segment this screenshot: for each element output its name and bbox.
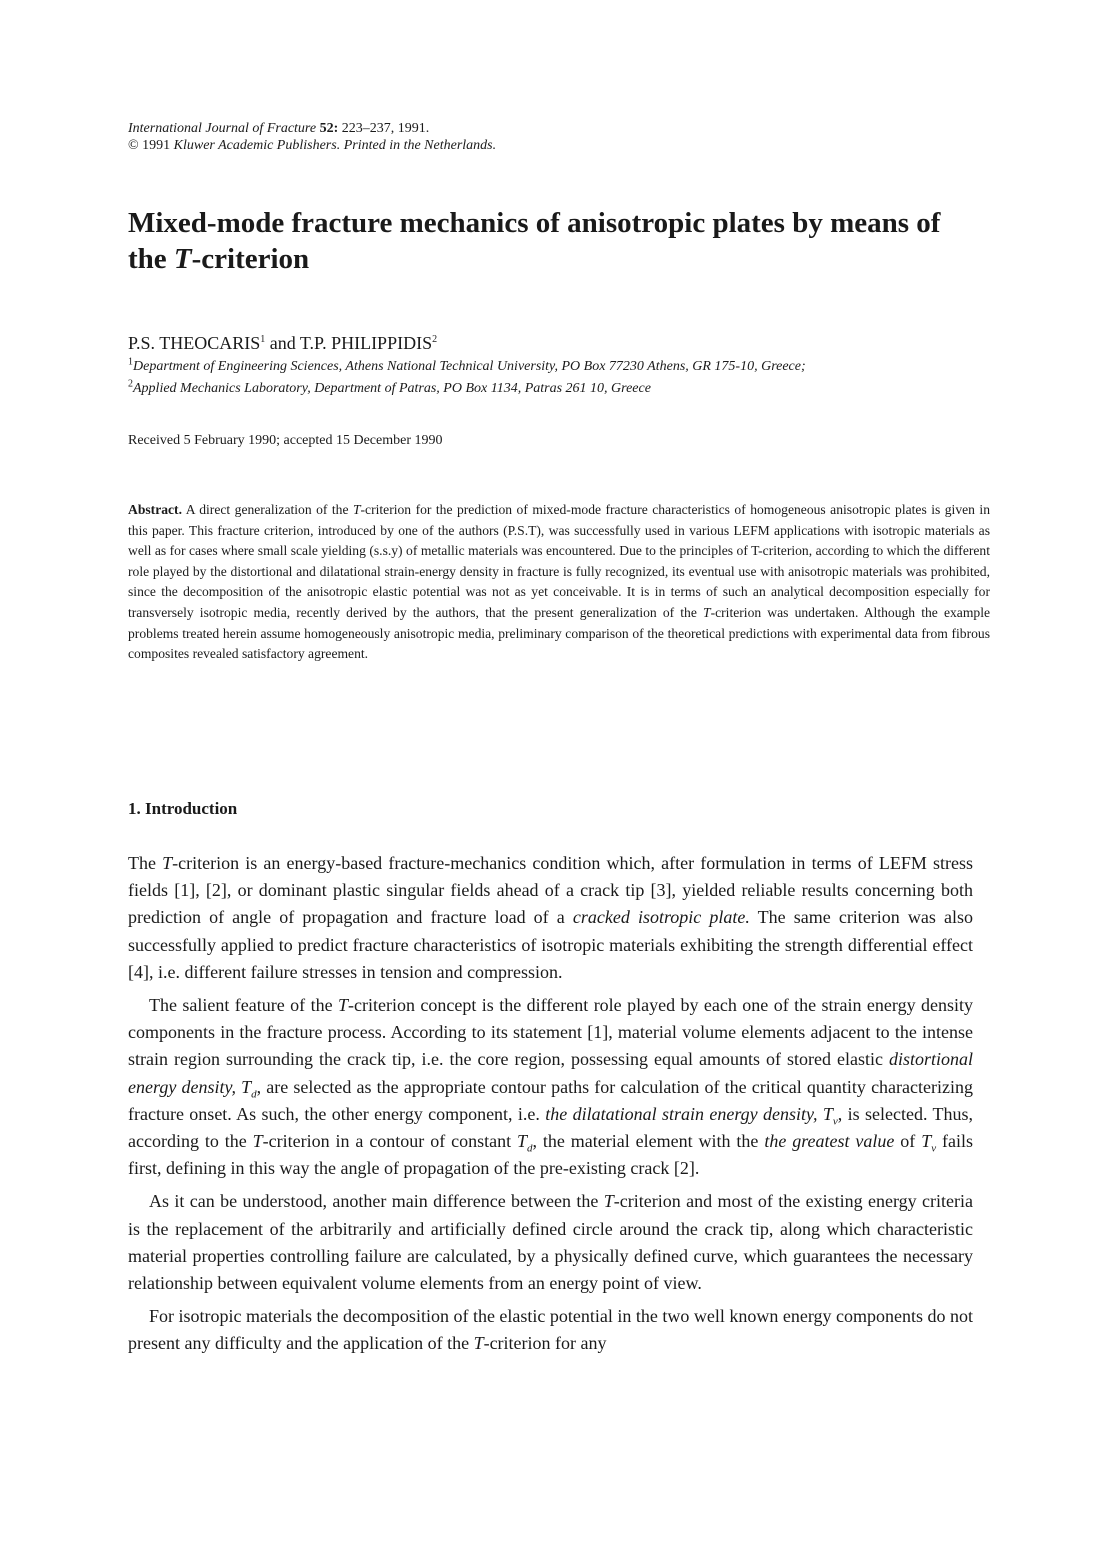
subscript-v: v: [931, 1142, 937, 1155]
t-symbol: T: [162, 853, 173, 873]
journal-copyright: [128, 137, 988, 154]
text-run: -criterion for any: [483, 1333, 607, 1354]
text-run: , is selected. Thus, according to the: [128, 1103, 973, 1152]
received-dates: Received 5 February 1990; accepted 15 December 1990: [128, 433, 443, 448]
text-run: The same criterion was also successfully applied to predict fracture characteristics of isotropic materials exhibiting the strength differential effect [4], i.e. different failure stresses in tension and compression.: [128, 907, 973, 982]
text-run: As it can be understood, another main difference between the: [149, 1191, 604, 1212]
paper-title: [128, 205, 1008, 277]
section-heading-introduction: 1. Introduction: [128, 799, 238, 818]
text-run: -criterion and most of the existing energy criteria is the replacement of the arbitrarily and artificially defined circle around the crack tip, along which characteristic material properties controlling failure are calculated, by a physically defined curve, which guarantees the necessary relationship between equivalent volume elements from an energy point of view.: [128, 1191, 973, 1294]
body-text: [128, 850, 973, 1364]
text-run: , are selected as the appropriate contour paths for calculation of the critical quantity characterizing fracture onset. As such, the other energy component, i.e.: [128, 1076, 973, 1124]
journal-pages: 223–237, 1991.: [341, 121, 430, 136]
author-1: P.S. THEOCARIS: [128, 333, 261, 353]
t-symbol: T: [241, 1076, 252, 1097]
author-2: T.P. PHILIPPIDIS: [299, 333, 433, 353]
abstract-t-symbol: T: [352, 502, 361, 517]
title-line-2-pre: the: [128, 243, 174, 275]
paragraph-1: [128, 850, 973, 986]
emphasis: distortional energy density,: [128, 1049, 973, 1097]
t-symbol: T: [252, 1131, 263, 1152]
paragraph-3: [128, 1188, 973, 1297]
t-symbol: T: [338, 995, 349, 1016]
text-run: fails first, defining in this way the angle of propagation of the pre-existing crack [2].: [128, 1131, 973, 1179]
paragraph-4: [128, 1303, 973, 1357]
emphasis: cracked isotropic plate.: [572, 907, 750, 928]
t-symbol: T: [603, 1191, 614, 1212]
abstract: [128, 500, 990, 665]
publisher-line: Kluwer Academic Publishers. Printed in the Netherlands.: [173, 138, 497, 153]
subscript-v: v: [832, 1115, 838, 1128]
paragraph-2: [128, 992, 973, 1182]
author-conj: and: [265, 333, 300, 353]
subscript-d: d: [527, 1142, 533, 1155]
affiliation-1-text: Department of Engineering Sciences, Athens National Technical University, PO Box 77230 Athens, GR 175-10, Greece;: [133, 359, 806, 374]
emphasis: the greatest value: [764, 1131, 895, 1152]
t-symbol: T: [822, 1103, 833, 1124]
emphasis: the dilatational strain energy density,: [545, 1103, 823, 1124]
text-run: The salient feature of the: [149, 995, 339, 1016]
affiliation-2: [128, 380, 988, 398]
text-run: -criterion in a contour of constant: [262, 1131, 517, 1152]
text-run: -criterion is an energy-based fracture-mechanics condition which, after formulation in terms of LEFM stress fields [1], [2], or dominant plastic singular fields ahead of a crack tip [3], yielded reliable results concerning both prediction of angle of propagation and fracture load of a: [128, 853, 973, 928]
text-run: , the material element with the: [532, 1131, 765, 1152]
affiliation-1-sup: 1: [128, 356, 133, 368]
text-run: of: [894, 1131, 922, 1152]
title-line-2-post: -criterion: [191, 243, 310, 275]
copyright-year: © 1991: [128, 138, 171, 153]
abstract-label: Abstract.: [128, 502, 182, 517]
abstract-text-2: -criterion for the prediction of mixed-mode fracture characteristics of homogeneous anisotropic plates is given in this paper. This fracture criterion, introduced by one of the authors (P.S.T), was successfully used in various LEFM applications with isotropic materials as well as for cases where small scale yielding (s.s.y) of metallic materials was encountered. Due to the principles of T-criterion, according to which the different role played by the distortional and dilatational strain-energy density in fracture is fully recognized, its eventual use with anisotropic materials was prohibited, since the decomposition of the anisotropic elastic potential was not as yet conceivable. It is in terms of such an analytical decomposition especially for transversely isotropic media, recently derived by the authors, that the present generalization of the: [128, 502, 990, 620]
abstract-t-symbol: T: [703, 604, 711, 620]
t-symbol: T: [921, 1131, 932, 1152]
journal-volume: 52:: [319, 121, 339, 136]
t-symbol: T: [516, 1131, 527, 1152]
journal-name: International Journal of Fracture: [128, 121, 317, 136]
author-2-sup: 2: [432, 334, 438, 345]
title-line-1: Mixed-mode fracture mechanics of anisotropic plates by means of: [128, 207, 941, 239]
abstract-text-3: -criterion was undertaken. Although the example problems treated herein assume homogeneously anisotropic media, preliminary comparison of the theoretical predictions with experimental data from fibrous composites revealed satisfactory agreement.: [128, 604, 991, 662]
t-symbol: T: [473, 1333, 484, 1354]
title-t-symbol: T: [173, 243, 192, 275]
affiliation-2-text: Applied Mechanics Laboratory, Department of Patras, PO Box 1134, Patras 261 10, Greece: [133, 381, 651, 396]
journal-header: [128, 120, 988, 154]
author-1-sup: 1: [260, 334, 266, 345]
text-run: For isotropic materials the decomposition of the elastic potential in the two well known energy components do not present any difficulty and the application of the: [128, 1306, 974, 1354]
affiliation-2-sup: 2: [128, 378, 133, 390]
affiliation-1: [128, 358, 988, 376]
author-list: [128, 332, 988, 354]
text-run: -criterion concept is the different role played by each one of the strain energy density components in the fracture process. According to its statement [1], material volume elements adjacent to the intense strain region surrounding the crack tip, i.e. the core region, possessing equal amounts of stored elastic: [128, 995, 973, 1070]
abstract-text-1: A direct generalization of the: [181, 502, 353, 517]
journal-citation: [128, 120, 988, 137]
subscript-d: d: [251, 1088, 257, 1101]
text-run: The: [128, 853, 163, 873]
